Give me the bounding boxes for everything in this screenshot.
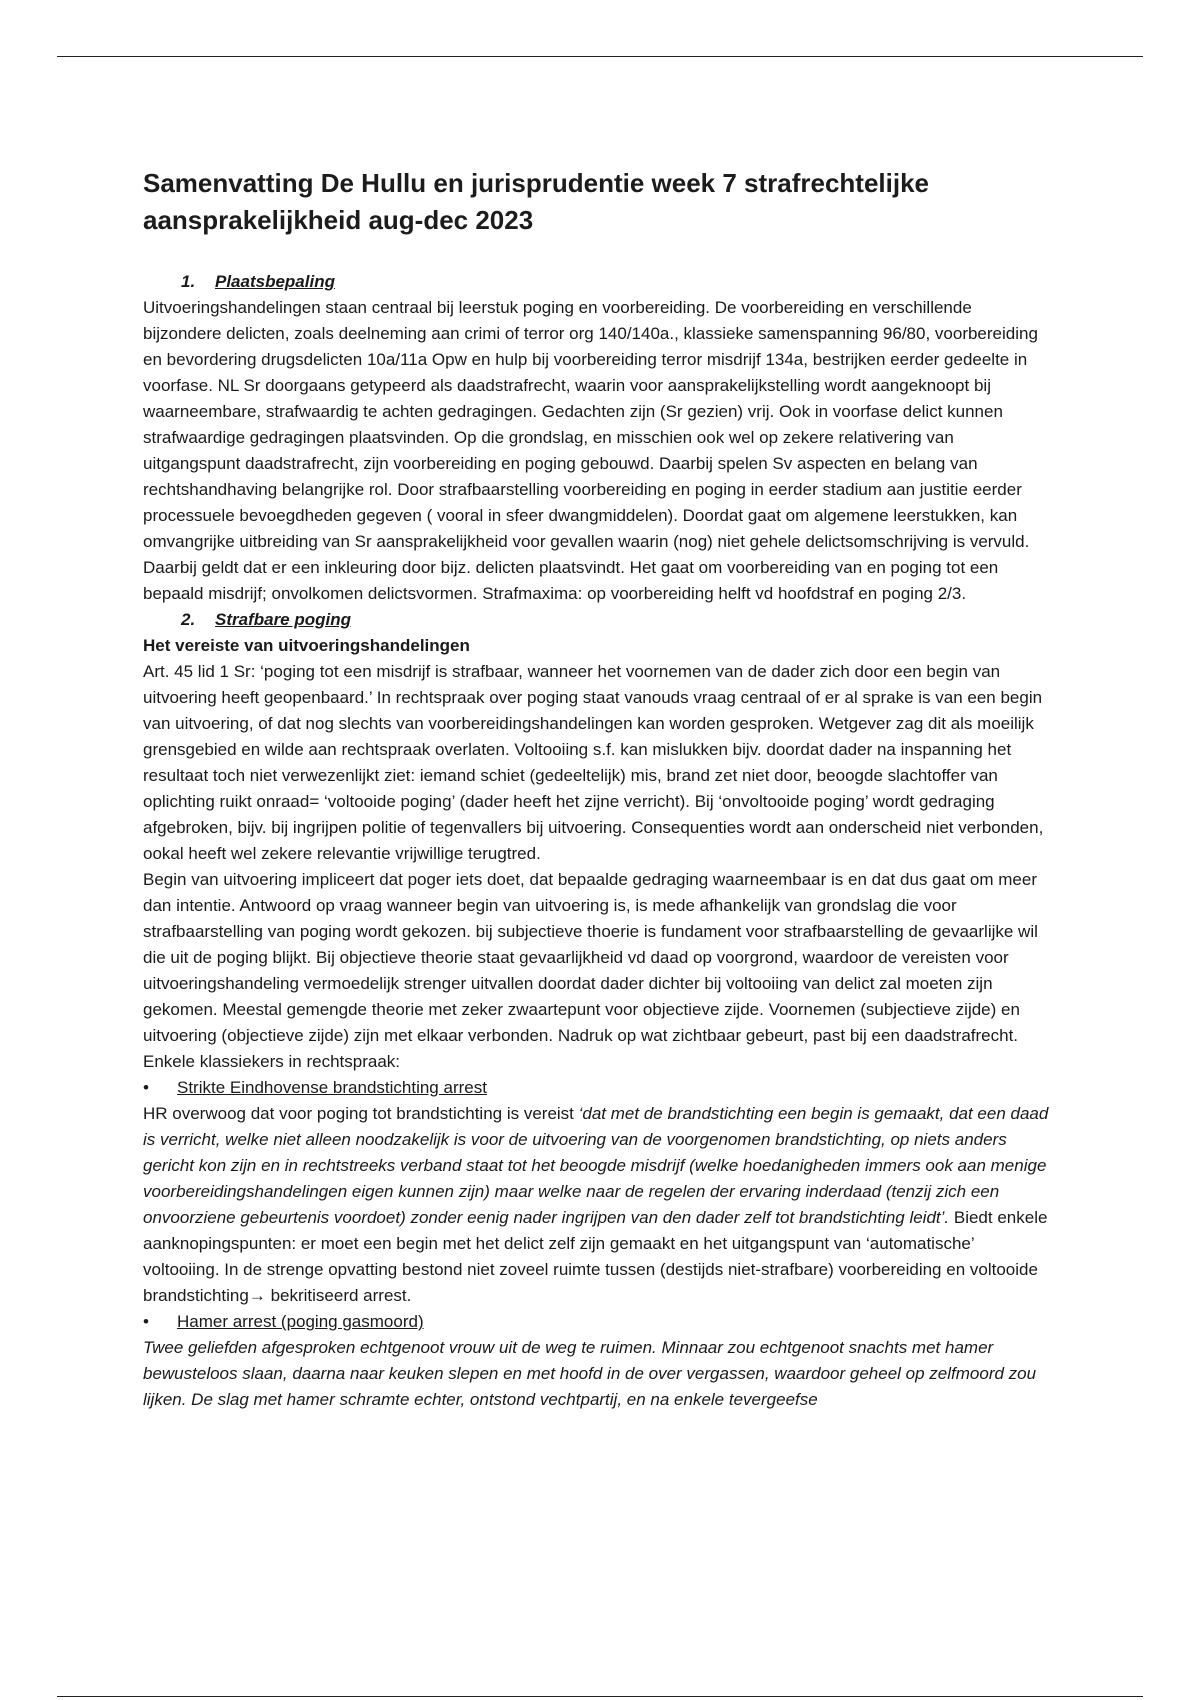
text-tail: Biedt enkele aanknopingspunten: er moet een begin met het delict zelf zijn gemaakt en het uitgangspunt van ‘automatische’ voltooiing. In de strenge opvatting bestond niet zoveel ruimte tussen (destijds niet-strafbare) voorbereiding en voltooide brandstichting→ bekritiseerd arrest. <box>143 1208 1048 1305</box>
paragraph-eindhoven <box>143 1101 1053 1309</box>
text-quote: ‘dat met de brandstichting een begin is gemaakt, dat een daad is verricht, welke niet alleen noodzakelijk is voor de uitvoering van de voorgenomen brandstichting, op niets anders gericht kon zijn en in rechtstreeks verband staat tot het beoogde misdrijf (welke hoedanigheden immers ook aan menige voorbereidingshandelingen eigen kunnen zijn) maar welke naar de regelen der ervaring inderdaad (tenzij zich een onvoorziene gebeurtenis voordoet) zonder eenig nader ingrijpen van den dader zelf tot brandstichting leidt’. <box>143 1104 1049 1227</box>
bullet-marker: • <box>143 1312 149 1331</box>
bullet-item-eindhoven <box>143 1075 1053 1101</box>
bullet-item-hamer <box>143 1309 1053 1335</box>
bottom-rule <box>57 1696 1143 1697</box>
document-title: Samenvatting De Hullu en jurisprudentie week 7 strafrechtelijke aansprakelijkheid aug-dec 2023 <box>143 168 930 235</box>
paragraph-art45: Art. 45 lid 1 Sr: ‘poging tot een misdrijf is strafbaar, wanneer het voornemen van de dader zich door een begin van uitvoering heeft geopenbaard.’ In rechtspraak over poging staat vanouds vraag centraal of er al sprake is van een begin van uitvoering, of dat nog slechts van voorbereidingshandelingen kan worden gesproken. Wetgever zag dit als moeilijk grensgebied en wilde aan rechtspraak overlaten. Voltooiing s.f. kan mislukken bijv. doordat dader na inspanning het resultaat toch niet verwezenlijkt ziet: iemand schiet (gedeeltelijk) mis, brand zet niet door, beoogde slachtoffer van oplichting ruikt onraad= ‘voltooide poging’ (dader heeft het zijne verricht). Bij ‘onvoltooide poging’ wordt gedraging afgebroken, bijv. bij ingrijpen politie of tegenvallers bij uitvoering. Consequenties wordt aan onderscheid niet verbonden, ookal heeft wel zekere relevantie vrijwillige terugtred. <box>143 662 1044 863</box>
section-label: Plaatsbepaling <box>215 272 335 291</box>
section-heading-2 <box>143 607 1053 633</box>
paragraph-begin-uitvoering: Begin van uitvoering impliceert dat poger iets doet, dat bepaalde gedraging waarneembaar is en dat dus gaat om meer dan intentie. Antwoord op vraag wanneer begin van uitvoering is, is mede afhankelijk van grondslag die voor strafbaarstelling van poging wordt gekozen. bij subjectieve thoerie is fundament voor strafbaarstelling de gevaarlijke wil die uit de poging blijkt. Bij objectieve theorie staat gevaarlijkheid vd daad op voorgrond, waardoor de vereisten voor uitvoeringshandeling vermoedelijk strenger uitvallen doordat dader dichter bij voltooiing van delict zal moeten zijn gekomen. Meestal gemengde theorie met zeker zwaartepunt voor objectieve zijde. Voornemen (subjectieve zijde) en uitvoering (objectieve zijde) zijn met elkaar verbonden. Nadruk op wat zichtbaar gebeurt, past bij een daadstrafrecht. Enkele klassiekers in rechtspraak: <box>143 870 1038 1071</box>
top-rule <box>57 56 1143 57</box>
section-number: 2. <box>181 610 196 629</box>
document-body <box>143 165 1053 1413</box>
section-label: Strafbare poging <box>215 610 352 629</box>
section-number: 1. <box>181 272 196 291</box>
paragraph-hamer: Twee geliefden afgesproken echtgenoot vrouw uit de weg te ruimen. Minnaar zou echtgenoot snachts met hamer bewusteloos slaan, daarna naar keuken slepen en met hoofd in de over vergassen, waardoor geheel op zelfmoord zou lijken. De slag met hamer schramte echter, ontstond vechtpartij, en na enkele tevergeefse <box>143 1338 1037 1409</box>
text-lead: HR overwoog dat voor poging tot brandstichting is vereist <box>143 1104 579 1123</box>
bullet-label: Strikte Eindhovense brandstichting arrest <box>177 1078 487 1097</box>
subheading: Het vereiste van uitvoeringshandelingen <box>143 636 470 655</box>
bullet-marker: • <box>143 1078 149 1097</box>
section-heading-1 <box>143 269 1053 295</box>
paragraph-plaatsbepaling: Uitvoeringshandelingen staan centraal bij leerstuk poging en voorbereiding. De voorbereiding en verschillende bijzondere delicten, zoals deelneming aan crimi of terror org 140/140a., klassieke samenspanning 96/80, voorbereiding en bevordering drugsdelicten 10a/11a Opw en hulp bij voorbereiding terror misdrijf 134a, bestrijken eerder gedeelte in voorfase. NL Sr doorgaans getypeerd als daadstrafrecht, waarin voor aansprakelijkstelling wordt aangeknoopt bij waarneembare, strafwaardig te achten gedragingen. Gedachten zijn (Sr gezien) vrij. Ook in voorfase delict kunnen strafwaardige gedragingen plaatsvinden. Op die grondslag, en misschien ook wel op zekere relativering van uitgangspunt daadstrafrecht, zijn voorbereiding en poging gebouwd. Daarbij spelen Sv aspecten en belang van rechtshandhaving belangrijke rol. Door strafbaarstelling voorbereiding en poging in eerder stadium aan justitie eerder processuele bevoegdheden gegeven ( vooral in sfeer dwangmiddelen). Doordat gaat om algemene leerstukken, kan omvangrijke uitbreiding van Sr aansprakelijkheid voor gevallen waarin (nog) niet gehele delictsomschrijving is vervuld. Daarbij geldt dat er een inkleuring door bijz. delicten plaatsvindt. Het gaat om voorbereiding van en poging tot een bepaald misdrijf; onvolkomen delictsvormen. Strafmaxima: op voorbereiding helft vd hoofdstraf en poging 2/3. <box>143 298 1038 603</box>
bullet-label: Hamer arrest (poging gasmoord) <box>177 1312 424 1331</box>
